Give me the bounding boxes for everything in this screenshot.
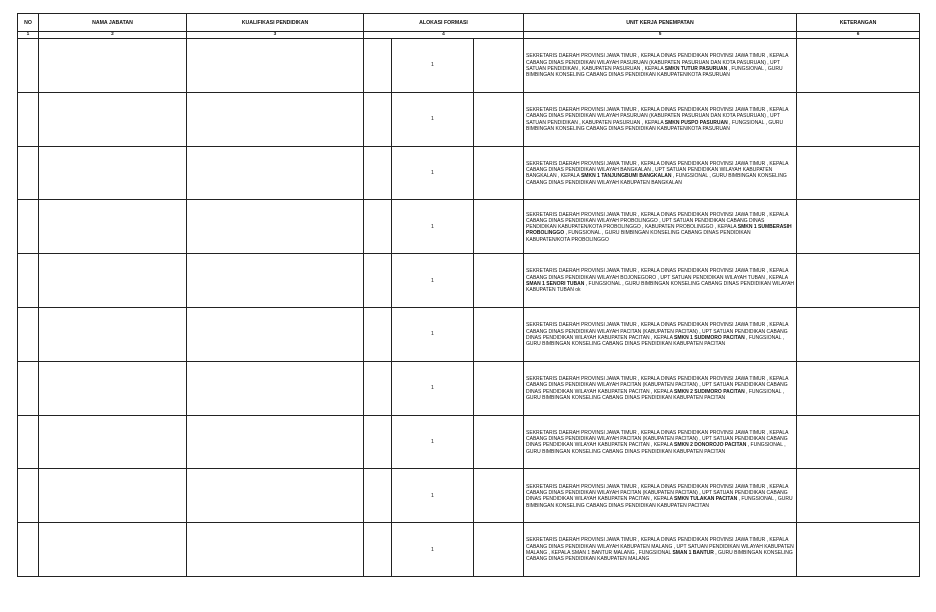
- no-cell: [18, 523, 39, 577]
- nama-jabatan-cell: [39, 92, 187, 146]
- table-row: [18, 92, 920, 146]
- alokasi-formasi-value: 1: [392, 307, 474, 361]
- kualifikasi-cell: [187, 523, 364, 577]
- alokasi-subcell: [474, 361, 524, 415]
- table-row: [18, 200, 920, 254]
- table-row: [18, 307, 920, 361]
- unit-kerja-text: , FUNGSIONAL , GURU BIMBINGAN KONSELING CABANG DINAS PENDIDIKAN WILAYAH KABUPATEN BANGKALAN: [526, 173, 787, 186]
- unit-kerja-text: SEKRETARIS DAERAH PROVINSI JAWA TIMUR , KEPALA DINAS PENDIDIKAN PROVINSI JAWA TIMUR , KEPALA CABANG DINAS PENDIDIKAN WILAYAH PACITAN (KABUPATEN PACITAN) , UPT SATUAN PENDIDIKAN CABANG DINAS PENDIDIKAN WILAYAH KABUPATEN PACITAN , KEPALA: [526, 429, 789, 449]
- no-cell: [18, 307, 39, 361]
- column-number: 6: [797, 32, 920, 39]
- kualifikasi-cell: [187, 146, 364, 200]
- unit-kerja-text: SEKRETARIS DAERAH PROVINSI JAWA TIMUR , KEPALA DINAS PENDIDIKAN PROVINSI JAWA TIMUR , KEPALA CABANG DINAS PENDIDIKAN WILAYAH KABUPATEN MALANG , UPT SATUAN PENDIDIKAN WILAYAH KABUPATEN MALANG , KEPALA SMAN 1 BANTUR MALANG , FUNGSIONAL: [526, 537, 794, 557]
- nama-jabatan-cell: [39, 523, 187, 577]
- unit-kerja-school: SMKN 1 TANJUNGBUMI BANGKALAN: [580, 173, 672, 180]
- alokasi-subcell: [364, 254, 392, 308]
- kualifikasi-cell: [187, 39, 364, 93]
- kualifikasi-cell: [187, 254, 364, 308]
- keterangan-cell: [797, 200, 920, 254]
- header-kualifikasi-pendidikan: KUALIFIKASI PENDIDIKAN: [187, 14, 364, 32]
- unit-kerja-cell: [524, 146, 797, 200]
- unit-kerja-cell: [524, 361, 797, 415]
- alokasi-subcell: [364, 469, 392, 523]
- unit-kerja-text: , FUNGSIONAL , GURU BIMBINGAN KONSELING CABANG DINAS PENDIDIKAN KABUPATEN/KOTA PASURUAN: [526, 65, 783, 79]
- unit-kerja-cell: [524, 469, 797, 523]
- alokasi-subcell: [364, 92, 392, 146]
- unit-kerja-cell: [524, 307, 797, 361]
- alokasi-subcell: [474, 146, 524, 200]
- nama-jabatan-cell: [39, 200, 187, 254]
- no-cell: [18, 254, 39, 308]
- alokasi-subcell: [364, 146, 392, 200]
- keterangan-cell: [797, 307, 920, 361]
- unit-kerja-school: SMKN 2 SUDIMORO PACITAN: [674, 388, 745, 395]
- alokasi-formasi-value: 1: [392, 523, 474, 577]
- unit-kerja-text: SEKRETARIS DAERAH PROVINSI JAWA TIMUR , KEPALA DINAS PENDIDIKAN PROVINSI JAWA TIMUR , KEPALA CABANG DINAS PENDIDIKAN WILAYAH PASURUAN (KABUPATEN PASURUAN DAN KOTA PASURUAN) , UPT SATUAN PENDIDIKAN , KABUPATEN PASURUAN , KEPALA: [526, 53, 789, 72]
- header-no: NO: [18, 14, 39, 32]
- column-number: 5: [524, 32, 797, 39]
- table-row: [18, 361, 920, 415]
- unit-kerja-text: , FUNGSIONAL , GURU BIMBINGAN KONSELING CABANG DINAS PENDIDIKAN KABUPATEN/KOTA PROBOLINGGO: [526, 230, 751, 243]
- alokasi-formasi-value: 1: [392, 254, 474, 308]
- unit-kerja-school: SMKN PUSPO PASURUAN: [664, 119, 728, 126]
- nama-jabatan-cell: [39, 415, 187, 469]
- unit-kerja-school: SMAN 1 SENORI TUBAN: [526, 281, 585, 288]
- unit-kerja-cell: [524, 523, 797, 577]
- alokasi-subcell: [474, 39, 524, 93]
- alokasi-subcell: [364, 200, 392, 254]
- keterangan-cell: [797, 92, 920, 146]
- alokasi-subcell: [364, 361, 392, 415]
- no-cell: [18, 146, 39, 200]
- alokasi-subcell: [474, 469, 524, 523]
- alokasi-formasi-value: 1: [392, 200, 474, 254]
- no-cell: [18, 39, 39, 93]
- alokasi-formasi-value: 1: [392, 469, 474, 523]
- table-row: [18, 415, 920, 469]
- alokasi-subcell: [364, 307, 392, 361]
- unit-kerja-school: SMKN TUTUR PASURUAN: [664, 65, 728, 72]
- unit-kerja-school: SMAN 1 BANTUR: [672, 550, 714, 557]
- alokasi-subcell: [474, 523, 524, 577]
- keterangan-cell: [797, 361, 920, 415]
- column-number: 2: [39, 32, 187, 39]
- unit-kerja-text: , FUNGSIONAL , GURU BIMBINGAN KONSELING CABANG DINAS PENDIDIKAN KABUPATEN PACITAN: [526, 334, 784, 348]
- keterangan-cell: [797, 146, 920, 200]
- keterangan-cell: [797, 469, 920, 523]
- alokasi-subcell: [364, 523, 392, 577]
- no-cell: [18, 361, 39, 415]
- alokasi-formasi-value: 1: [392, 39, 474, 93]
- unit-kerja-text: , GURU BIMBINGAN KONSELING CABANG DINAS PENDIDIKAN KABUPATEN MALANG: [526, 550, 793, 563]
- no-cell: [18, 415, 39, 469]
- unit-kerja-school: SMKN 1 SUMBERASIH PROBOLINGGO: [526, 224, 792, 237]
- kualifikasi-cell: [187, 415, 364, 469]
- unit-kerja-text: SEKRETARIS DAERAH PROVINSI JAWA TIMUR , KEPALA DINAS PENDIDIKAN PROVINSI JAWA TIMUR , KEPALA CABANG DINAS PENDIDIKAN WILAYAH BANGKALAN , UPT SATUAN PENDIDIKAN WILAYAH KABUPATEN BANGKALAN , KEPALA: [526, 160, 789, 180]
- table-body: [18, 39, 920, 577]
- unit-kerja-text: SEKRETARIS DAERAH PROVINSI JAWA TIMUR , KEPALA DINAS PENDIDIKAN PROVINSI JAWA TIMUR , KEPALA CABANG DINAS PENDIDIKAN WILAYAH PACITAN (KABUPATEN PACITAN) , UPT SATUAN PENDIDIKAN CABANG DINAS PENDIDIKAN WILAYAH KABUPATEN PACITAN , KEPALA: [526, 376, 789, 395]
- unit-kerja-cell: [524, 415, 797, 469]
- alokasi-subcell: [474, 254, 524, 308]
- keterangan-cell: [797, 39, 920, 93]
- nama-jabatan-cell: [39, 469, 187, 523]
- alokasi-subcell: [474, 415, 524, 469]
- unit-kerja-text: , FUNGSIONAL , GURU BIMBINGAN KONSELING CABANG DINAS PENDIDIKAN KABUPATEN PACITAN: [526, 496, 793, 509]
- table-row: [18, 523, 920, 577]
- no-cell: [18, 92, 39, 146]
- unit-kerja-text: SEKRETARIS DAERAH PROVINSI JAWA TIMUR , KEPALA DINAS PENDIDIKAN PROVINSI JAWA TIMUR , KEPALA CABANG DINAS PENDIDIKAN WILAYAH PACITAN (KABUPATEN PACITAN) , UPT SATUAN PENDIDIKAN CABANG DINAS PENDIDIKAN WILAYAH KABUPATEN PACITAN , KEPALA: [526, 483, 789, 503]
- unit-kerja-cell: [524, 92, 797, 146]
- column-number-row: [18, 32, 920, 39]
- nama-jabatan-cell: [39, 254, 187, 308]
- alokasi-formasi-value: 1: [392, 415, 474, 469]
- header-alokasi-formasi: ALOKASI FORMASI: [364, 14, 524, 32]
- unit-kerja-school: SMKN TULAKAN PACITAN: [674, 496, 738, 503]
- table-row: [18, 39, 920, 93]
- unit-kerja-text: SEKRETARIS DAERAH PROVINSI JAWA TIMUR , KEPALA DINAS PENDIDIKAN PROVINSI JAWA TIMUR , KEPALA CABANG DINAS PENDIDIKAN WILAYAH PACITAN (KABUPATEN PACITAN) , UPT SATUAN PENDIDIKAN CABANG DINAS PENDIDIKAN WILAYAH KABUPATEN PACITAN , KEPALA: [526, 322, 789, 341]
- header-unit-kerja-penempatan: UNIT KERJA PENEMPATAN: [524, 14, 797, 32]
- no-cell: [18, 200, 39, 254]
- unit-kerja-cell: [524, 39, 797, 93]
- nama-jabatan-cell: [39, 307, 187, 361]
- header-nama-jabatan: NAMA JABATAN: [39, 14, 187, 32]
- unit-kerja-text: SEKRETARIS DAERAH PROVINSI JAWA TIMUR , KEPALA DINAS PENDIDIKAN PROVINSI JAWA TIMUR , KEPALA CABANG DINAS PENDIDIKAN WILAYAH PASURUAN (KABUPATEN PASURUAN DAN KOTA PASURUAN) , UPT SATUAN PENDIDIKAN , KABUPATEN PASURUAN , KEPALA: [526, 107, 789, 126]
- nama-jabatan-cell: [39, 146, 187, 200]
- alokasi-formasi-value: 1: [392, 146, 474, 200]
- table-row: [18, 469, 920, 523]
- alokasi-formasi-value: 1: [392, 361, 474, 415]
- alokasi-subcell: [474, 307, 524, 361]
- keterangan-cell: [797, 523, 920, 577]
- unit-kerja-text: , FUNGSIONAL , GURU BIMBINGAN KONSELING CABANG DINAS PENDIDIKAN KABUPATEN/KOTA PASURUAN: [526, 119, 784, 132]
- keterangan-cell: [797, 254, 920, 308]
- column-number: 1: [18, 32, 39, 39]
- column-number: 3: [187, 32, 364, 39]
- formasi-table: [17, 13, 920, 577]
- alokasi-subcell: [474, 92, 524, 146]
- unit-kerja-school: SMKN 1 SUDIMORO PACITAN: [674, 334, 745, 341]
- column-number: 4: [364, 32, 524, 39]
- unit-kerja-text: SEKRETARIS DAERAH PROVINSI JAWA TIMUR , KEPALA DINAS PENDIDIKAN PROVINSI JAWA TIMUR , KEPALA CABANG DINAS PENDIDIKAN WILAYAH BOJONEGORO , UPT SATUAN PENDIDIKAN WILAYAH TUBAN , KEPALA: [526, 268, 789, 281]
- unit-kerja-school: SMKN 2 DONOROJO PACITAN: [674, 442, 747, 449]
- table-row: [18, 254, 920, 308]
- nama-jabatan-cell: [39, 361, 187, 415]
- kualifikasi-cell: [187, 200, 364, 254]
- unit-kerja-cell: [524, 254, 797, 308]
- alokasi-formasi-value: 1: [392, 92, 474, 146]
- kualifikasi-cell: [187, 469, 364, 523]
- alokasi-subcell: [364, 39, 392, 93]
- alokasi-subcell: [364, 415, 392, 469]
- kualifikasi-cell: [187, 361, 364, 415]
- nama-jabatan-cell: [39, 39, 187, 93]
- unit-kerja-text: , FUNGSIONAL , GURU BIMBINGAN KONSELING CABANG DINAS PENDIDIKAN KABUPATEN PACITAN: [526, 388, 784, 401]
- header-row: [18, 14, 920, 32]
- keterangan-cell: [797, 415, 920, 469]
- no-cell: [18, 469, 39, 523]
- unit-kerja-text: SEKRETARIS DAERAH PROVINSI JAWA TIMUR , KEPALA DINAS PENDIDIKAN PROVINSI JAWA TIMUR , KEPALA CABANG DINAS PENDIDIKAN WILAYAH PROBOLINGGO , UPT SATUAN PENDIDIKAN CABANG DINAS PENDIDIKAN KABUPATEN/KOTA PROBOLINGGO , KABUPATEN PROBOLINGGO , KEPALA: [526, 211, 789, 231]
- unit-kerja-text: , FUNGSIONAL , GURU BIMBINGAN KONSELING CABANG DINAS PENDIDIKAN WILAYAH KABUPATEN TUBAN ok: [526, 281, 795, 294]
- header-keterangan: KETERANGAN: [797, 14, 920, 32]
- kualifikasi-cell: [187, 92, 364, 146]
- unit-kerja-cell: [524, 200, 797, 254]
- unit-kerja-text: , FUNGSIONAL , GURU BIMBINGAN KONSELING CABANG DINAS PENDIDIKAN KABUPATEN PACITAN: [526, 442, 786, 455]
- table-row: [18, 146, 920, 200]
- kualifikasi-cell: [187, 307, 364, 361]
- alokasi-subcell: [474, 200, 524, 254]
